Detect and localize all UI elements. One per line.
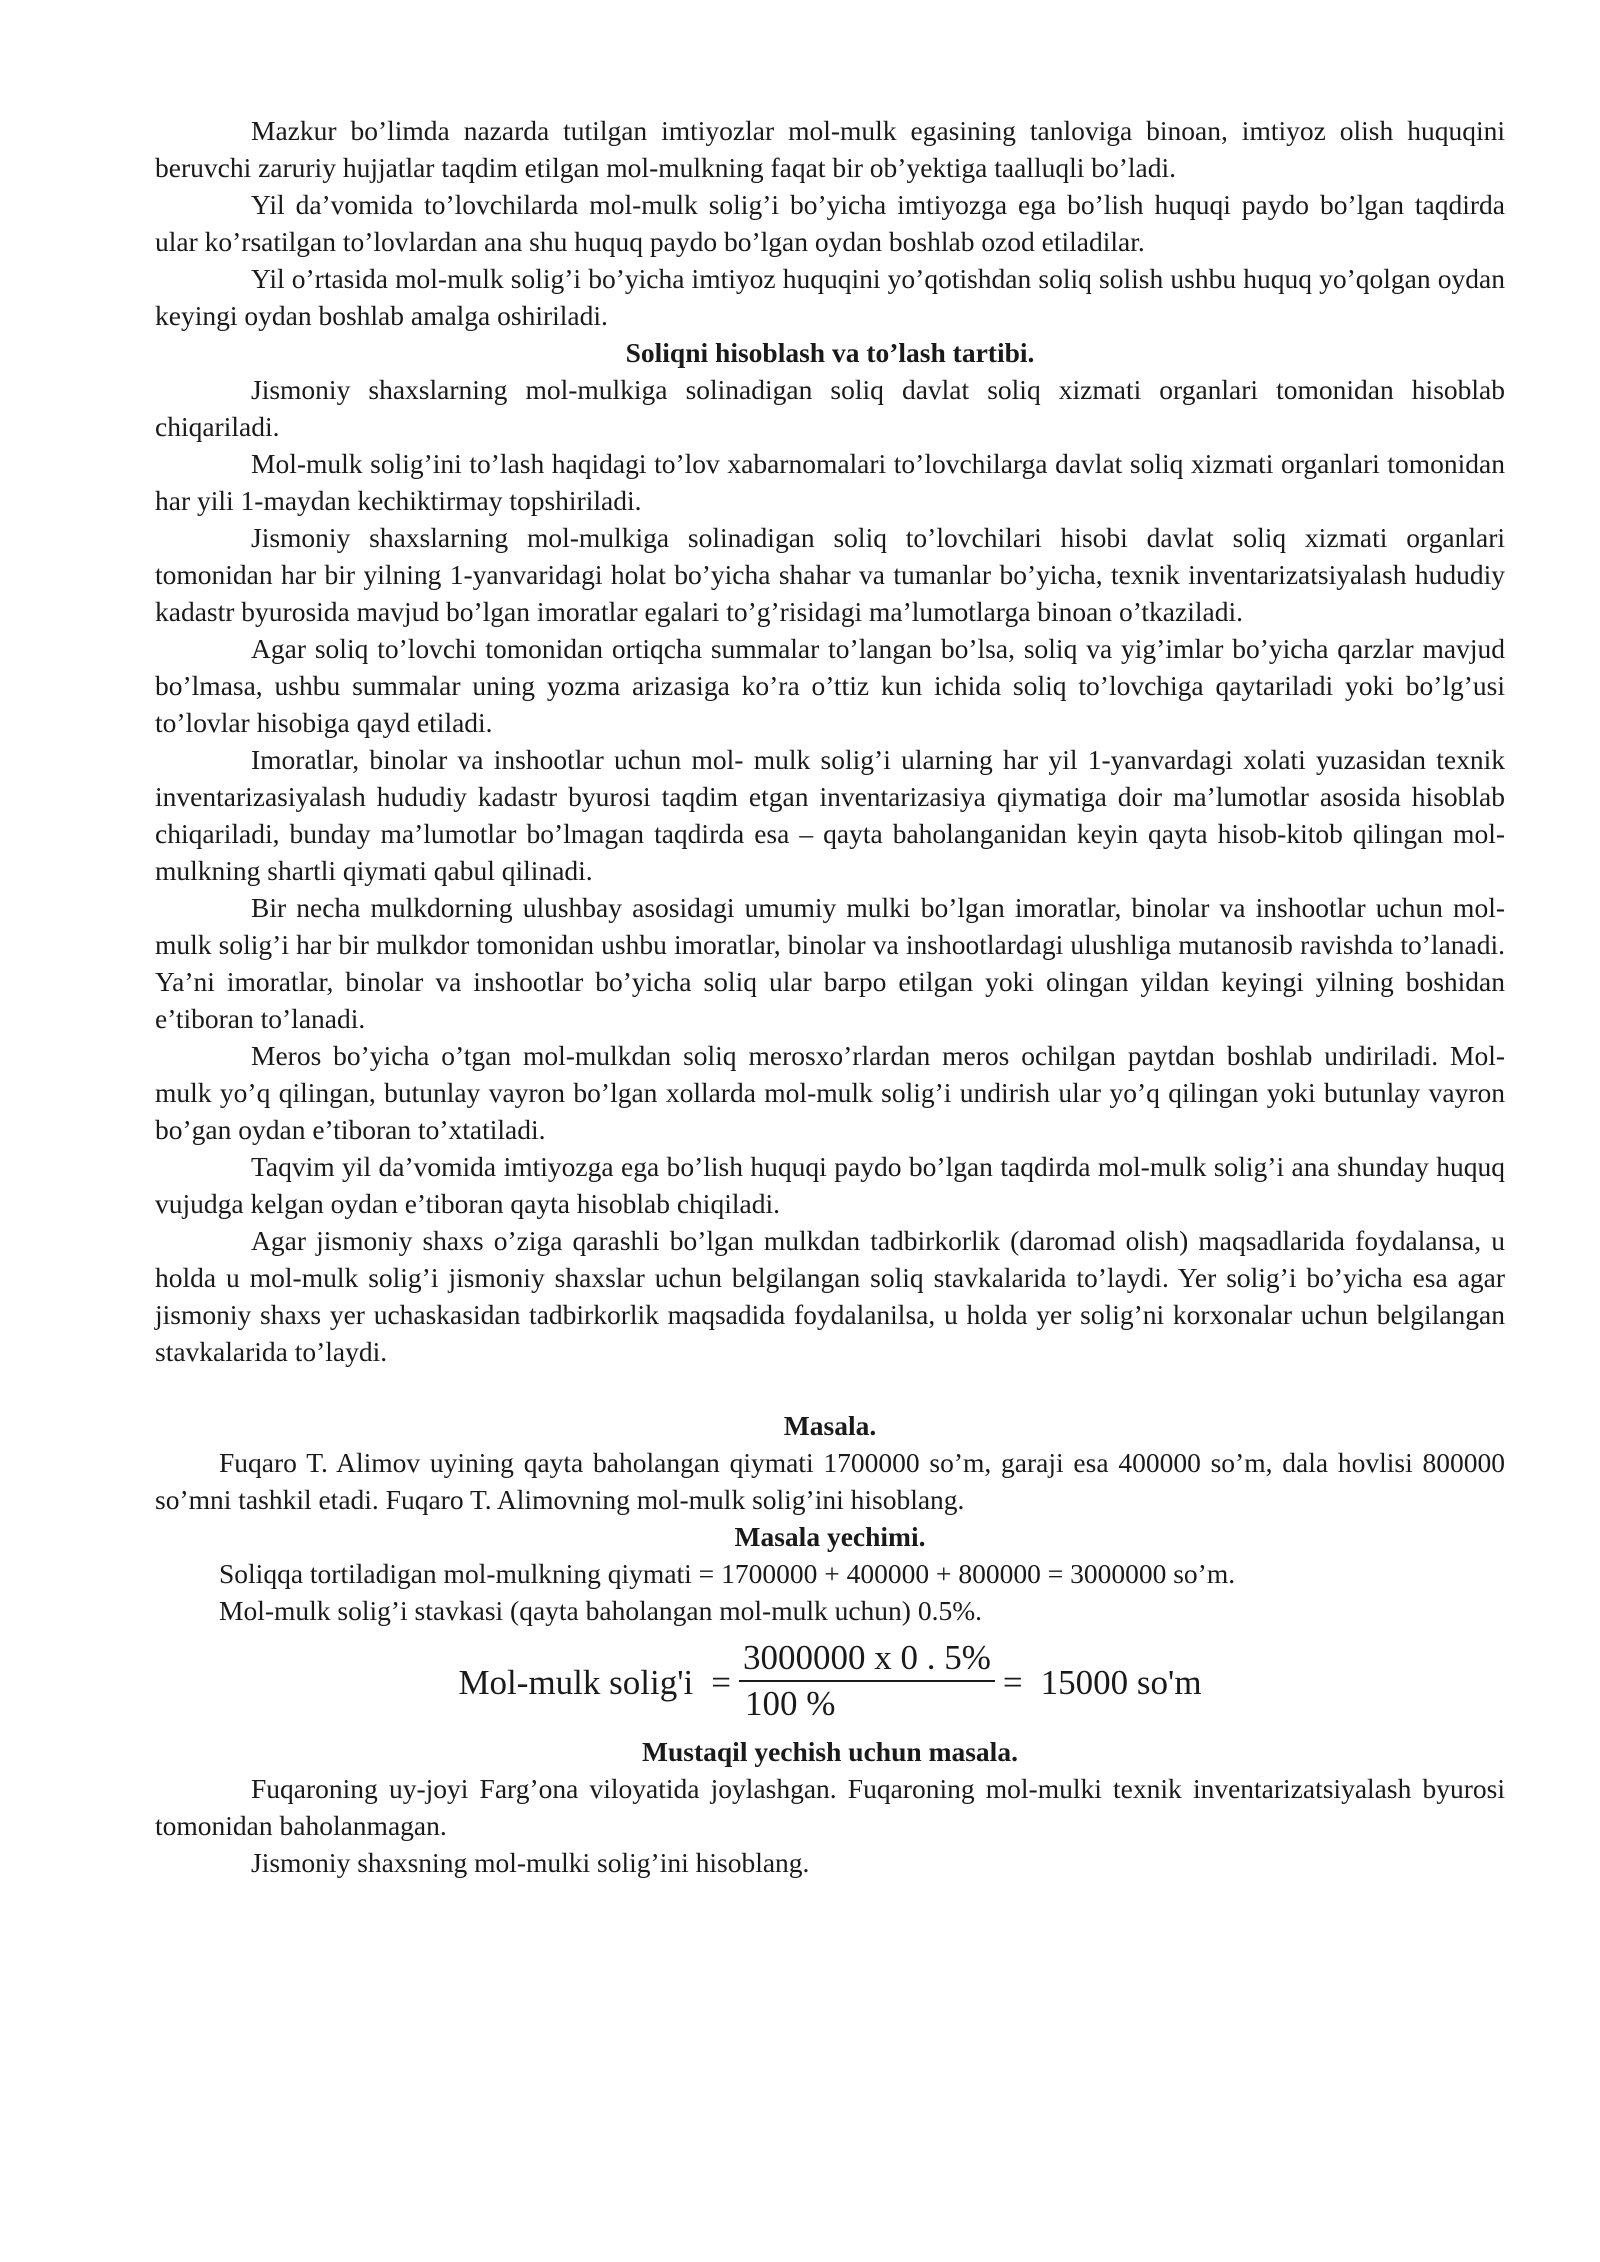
tax-formula bbox=[155, 1635, 1505, 1729]
paragraph: Yil o’rtasida mol-mulk solig’i bo’yicha imtiyoz huquqini yo’qotishdan soliq solish ushbu huquq yo’qolgan oydan keyingi oydan boshlab amalga oshiriladi. bbox=[155, 263, 1505, 331]
formula-numerator: 3000000 x 0 . 5% bbox=[739, 1638, 995, 1682]
paragraph: Mazkur bo’limda nazarda tutilgan imtiyozlar mol-mulk egasining tanloviga binoan, imtiyoz olish huquqini beruvchi zaruriy hujjatlar taqdim etilgan mol-mulkning faqat bir ob’yektiga taalluqli bo’ladi. bbox=[155, 115, 1505, 183]
mustaqil-text: Jismoniy shaxsning mol-mulki solig’ini hisoblang. bbox=[251, 1847, 810, 1878]
section-heading: Soliqni hisoblash va to’lash tartibi. bbox=[625, 337, 1035, 368]
mustaqil-text: Fuqaroning uy-joyi Farg’ona viloyatida joylashgan. Fuqaroning mol-mulki texnik inventarizatsiyalash byurosi tomonidan baholanmagan. bbox=[155, 1773, 1505, 1841]
paragraph: Bir necha mulkdorning ulushbay asosidagi umumiy mulki bo’lgan imoratlar, binolar va inshootlar uchun mol-mulk solig’i har bir mulkdor tomonidan ushbu imoratlar, binolar va inshootlardagi ulushliga mutanosib ravishda to’lanadi. Ya’ni imoratlar, binolar va inshootlar bo’yicha soliq ular barpo etilgan yoki olingan yildan keyingi yilning boshidan e’tiboran to’lanadi. bbox=[155, 892, 1505, 1034]
paragraph: Jismoniy shaxslarning mol-mulkiga solinadigan soliq davlat soliq xizmati organlari tomonidan hisoblab chiqariladi. bbox=[155, 374, 1505, 442]
masala-text: Fuqaro T. Alimov uyining qayta baholangan qiymati 1700000 so’m, garaji esa 400000 so’m, dala hovlisi 800000 so’mni tashkil etadi. Fuqaro T. Alimovning mol-mulk solig’ini hisoblang. bbox=[155, 1447, 1505, 1515]
paragraph: Meros bo’yicha o’tgan mol-mulkdan soliq merosxo’rlardan meros ochilgan paytdan boshlab undiriladi. Mol-mulk yo’q qilingan, butunlay vayron bo’lgan xollarda mol-mulk solig’i undirish ular yo’q qilingan yoki butunlay vayron bo’gan oydan e’tiboran to’xtatiladi. bbox=[155, 1040, 1505, 1145]
formula-lhs: Mol-mulk solig'i bbox=[458, 1662, 694, 1702]
paragraph: Jismoniy shaxslarning mol-mulkiga solinadigan soliq to’lovchilari hisobi davlat soliq xizmati organlari tomonidan har bir yilning 1-yanvaridagi holat bo’yicha shahar va tumanlar bo’yicha, texnik inventarizatsiyalash hududiy kadastr byurosida mavjud bo’lgan imoratlar egalari to’g’risidagi ma’lumotlarga binoan o’tkaziladi. bbox=[155, 522, 1505, 627]
mustaqil-heading: Mustaqil yechish uchun masala. bbox=[642, 1736, 1018, 1767]
formula-equals: = bbox=[1002, 1662, 1023, 1702]
formula-fraction bbox=[739, 1638, 995, 1726]
paragraph: Yil da’vomida to’lovchilarda mol-mulk solig’i bo’yicha imtiyozga ega bo’lish huquqi paydo bo’lgan taqdirda ular ko’rsatilgan to’lovlardan ana shu huquq paydo bo’lgan oydan boshlab ozod etiladilar. bbox=[155, 189, 1505, 257]
paragraph: Imoratlar, binolar va inshootlar uchun mol- mulk solig’i ularning har yil 1-yanvardagi xolati yuzasidan texnik inventarizasiyalash hududiy kadastr byurosi taqdim etgan inventarizasiya qiymatiga doir ma’lumotlar asosida hisoblab chiqariladi, bunday ma’lumotlar bo’lmagan taqdirda esa – qayta baholanganidan keyin qayta hisob-kitob qilingan mol-mulkning shartli qiymati qabul qilinadi. bbox=[155, 744, 1505, 886]
yechim-line: Mol-mulk solig’i stavkasi (qayta baholangan mol-mulk uchun) 0.5%. bbox=[219, 1595, 982, 1626]
paragraph: Agar jismoniy shaxs o’ziga qarashli bo’lgan mulkdan tadbirkorlik (daromad olish) maqsadlarida foydalansa, u holda u mol-mulk solig’i jismoniy shaxslar uchun belgilangan soliq stavkalarida to’laydi. Yer solig’i bo’yicha esa agar jismoniy shaxs yer uchaskasidan tadbirkorlik maqsadida foydalanilsa, u holda yer solig’ni korxonalar uchun belgilangan stavkalarida to’laydi. bbox=[155, 1225, 1505, 1367]
spacer bbox=[155, 1370, 1505, 1407]
paragraph: Taqvim yil da’vomida imtiyozga ega bo’lish huquqi paydo bo’lgan taqdirda mol-mulk solig’i ana shunday huquq vujudga kelgan oydan e’tiboran qayta hisoblab chiqiladi. bbox=[155, 1151, 1505, 1219]
formula-denominator: 100 % bbox=[745, 1684, 836, 1723]
formula-result: 15000 so'm bbox=[1040, 1662, 1202, 1702]
yechim-line: Soliqqa tortiladigan mol-mulkning qiymati = 1700000 + 400000 + 800000 = 3000000 so’m. bbox=[219, 1558, 1236, 1589]
paragraph: Mol-mulk solig’ini to’lash haqidagi to’lov xabarnomalari to’lovchilarga davlat soliq xizmati organlari tomonidan har yili 1-maydan kechiktirmay topshiriladi. bbox=[155, 448, 1505, 516]
masala-heading: Masala. bbox=[783, 1410, 877, 1441]
formula-equals: = bbox=[711, 1662, 731, 1702]
document-page bbox=[155, 112, 1505, 1881]
yechim-heading: Masala yechimi. bbox=[734, 1521, 926, 1552]
paragraph: Agar soliq to’lovchi tomonidan ortiqcha summalar to’langan bo’lsa, soliq va yig’imlar bo’yicha qarzlar mavjud bo’lmasa, ushbu summalar uning yozma arizasiga ko’ra o’ttiz kun ichida soliq to’lovchiga qaytariladi yoki bo’lg’usi to’lovlar hisobiga qayd etiladi. bbox=[155, 633, 1505, 738]
